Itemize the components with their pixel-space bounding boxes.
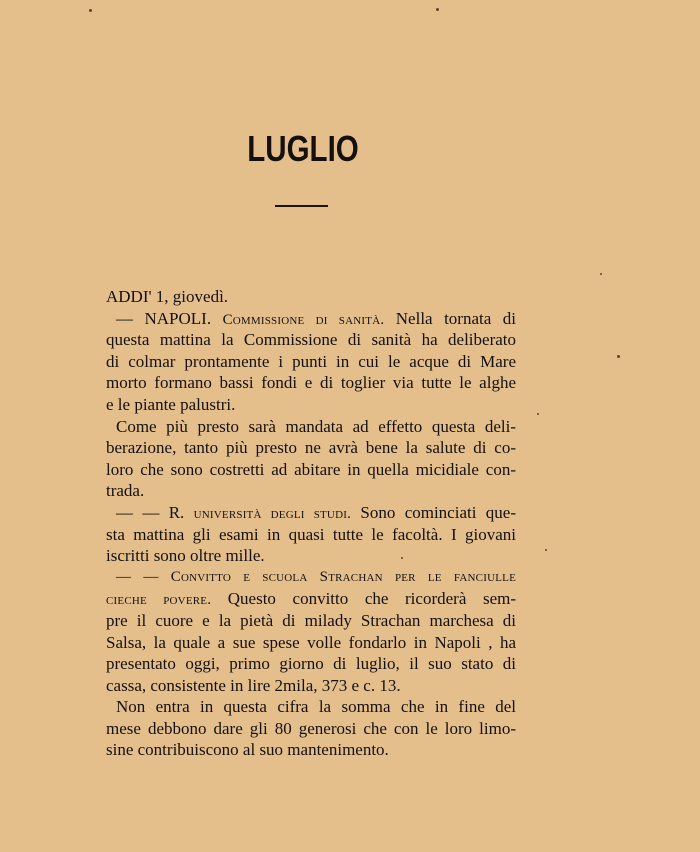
paper-speck	[600, 273, 602, 275]
text-line: Salsa, la quale a sue spese volle fondarlo in Napoli , ha	[106, 632, 516, 652]
text-line: — NAPOLI. Commissione di sanità. Nella tornata di	[116, 308, 516, 328]
page-title: LUGLIO	[247, 128, 359, 169]
paper-speck	[537, 413, 539, 415]
text-line: berazione, tanto più presto ne avrà bene la salute di co-	[106, 438, 516, 458]
text-line: pre il cuore e la pietà di milady Strachan marchesa di	[106, 610, 516, 630]
text-line: sine contribuiscono al suo mantenimento.	[106, 740, 389, 760]
text-line: — — R. università degli studi. Sono cominciati que-	[116, 502, 516, 522]
text-line: loro che sono costretti ad abitare in quella micidiale con-	[106, 459, 516, 479]
text-line: Come più presto sarà mandata ad effetto questa deli-	[116, 416, 516, 436]
text-line: — — Convitto e scuola Strachan per le fanciulle	[116, 568, 516, 585]
text-line: questa mattina la Commissione di sanità ha deliberato	[106, 330, 516, 350]
text-line: iscritti sono oltre mille.	[106, 546, 265, 566]
text-line: morto formano bassi fondi e di toglier via tutte le alghe	[106, 373, 516, 393]
paper-speck	[545, 549, 547, 551]
text-line: trada.	[106, 481, 145, 501]
paper-speck	[436, 8, 439, 11]
paper-speck	[89, 9, 92, 12]
text-line: e le piante palustri.	[106, 394, 236, 414]
paper-speck	[401, 557, 403, 559]
title-rule	[275, 205, 328, 207]
text-line: presentato oggi, primo giorno di luglio, il suo stato di	[106, 654, 516, 674]
text-line: Non entra in questa cifra la somma che in fine del	[116, 697, 516, 717]
article-text	[106, 286, 516, 761]
text-line: cieche povere. Questo convitto che ricorderà sem-	[106, 589, 517, 609]
paper-speck	[617, 355, 620, 358]
text-line: mese debbono dare gli 80 generosi che con le loro limo-	[106, 718, 516, 738]
text-line: sta mattina gli esami in quasi tutte le facoltà. I giovani	[106, 524, 516, 544]
text-line: ADDI' 1, giovedì.	[106, 287, 229, 306]
text-line: cassa, consistente in lire 2mila, 373 e c. 13.	[106, 675, 401, 695]
text-line: di colmar prontamente i punti in cui le acque di Mare	[106, 351, 516, 371]
